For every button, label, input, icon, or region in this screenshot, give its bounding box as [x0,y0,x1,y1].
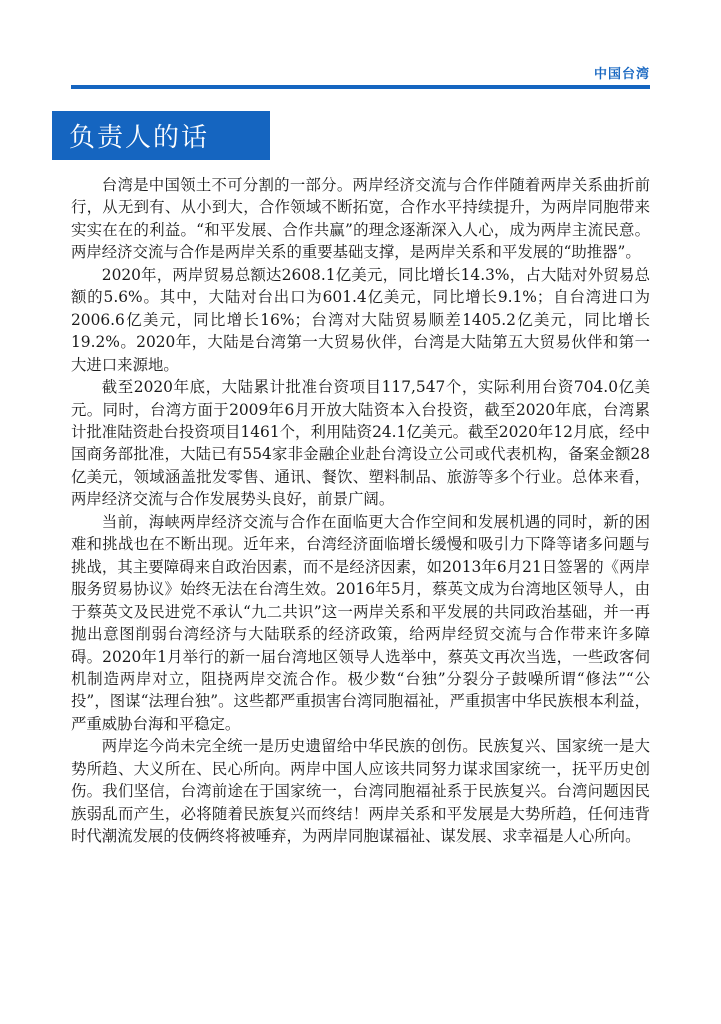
paragraph: 当前，海峡两岸经济交流与合作在面临更大合作空间和发展机遇的同时，新的困难和挑战也在不断出现。近年来，台湾经济面临增长缓慢和吸引力下降等诸多问题与挑战，其主要障碍来自政治因素，而不是经济因素，如2013年6月21日签署的《两岸服务贸易协议》始终无法在台湾生效。2016年5月，蔡英文成为台湾地区领导人，由于蔡英文及民进党不承认“九二共识”这一两岸关系和平发展的共同政治基础，并一再抛出意图削弱台湾经济与大陆联系的经济政策，给两岸经贸交流与合作带来许多障碍。2020年1月举行的新一届台湾地区领导人选举中，蔡英文再次当选，一些政客伺机制造两岸对立，阻挠两岸交流合作。极少数“台独”分裂分子鼓噪所谓“修法”“公投”，图谋“法理台独”。这些都严重损害台湾同胞福祉，严重损害中华民族根本利益，严重威胁台海和平稳定。 [71,512,650,733]
paragraph: 截至2020年底，大陆累计批准台资项目117,547个，实际利用台资704.0亿美元。同时，台湾方面于2009年6月开放大陆资本入台投资，截至2020年底，台湾累计批准陆资赴台投资项目1461个，利用陆资24.1亿美元。截至2020年12月底，经中国商务部批准，大陆已有554家非金融企业赴台湾设立公司或代表机构，备案金额28亿美元，领域涵盖批发零售、通讯、餐饮、塑料制品、旅游等多个行业。总体来看，两岸经济交流与合作发展势头良好，前景广阔。 [71,378,650,509]
paragraph: 两岸迄今尚未完全统一是历史遗留给中华民族的创伤。民族复兴、国家统一是大势所趋、大义所在、民心所向。两岸中国人应该共同努力谋求国家统一，抚平历史创伤。我们坚信，台湾前途在于国家统一，台湾同胞福祉系于民族复兴。台湾问题因民族弱乱而产生，必将随着民族复兴而终结！两岸关系和平发展是大势所趋，任何违背时代潮流发展的伎俩终将被唾弃，为两岸同胞谋福祉、谋发展、求幸福是人心所向。 [71,737,650,846]
section-banner [52,111,270,160]
section-title: 负责人的话 [69,123,210,153]
header-rule [71,85,650,89]
paragraph: 台湾是中国领土不可分割的一部分。两岸经济交流与合作伴随着两岸关系曲折前行，从无到有、从小到大，合作领域不断拓宽，合作水平持续提升，为两岸同胞带来实实在在的利益。“和平发展、合作共赢”的理念逐渐深入人心，成为两岸主流民意。两岸经济交流与合作是两岸关系的重要基础支撑，是两岸关系和平发展的“助推器”。 [71,176,650,262]
body-text [71,174,650,848]
paragraph: 2020年，两岸贸易总额达2608.1亿美元，同比增长14.3%，占大陆对外贸易总额的5.6%。其中，大陆对台出口为601.4亿美元，同比增长9.1%；自台湾进口为2006.6亿美元，同比增长16%；台湾对大陆贸易顺差1405.2亿美元，同比增长19.2%。2020年，大陆是台湾第一大贸易伙伴，台湾是大陆第五大贸易伙伴和第一大进口来源地。 [71,265,650,374]
running-header-title: 中国台湾 [593,67,650,82]
